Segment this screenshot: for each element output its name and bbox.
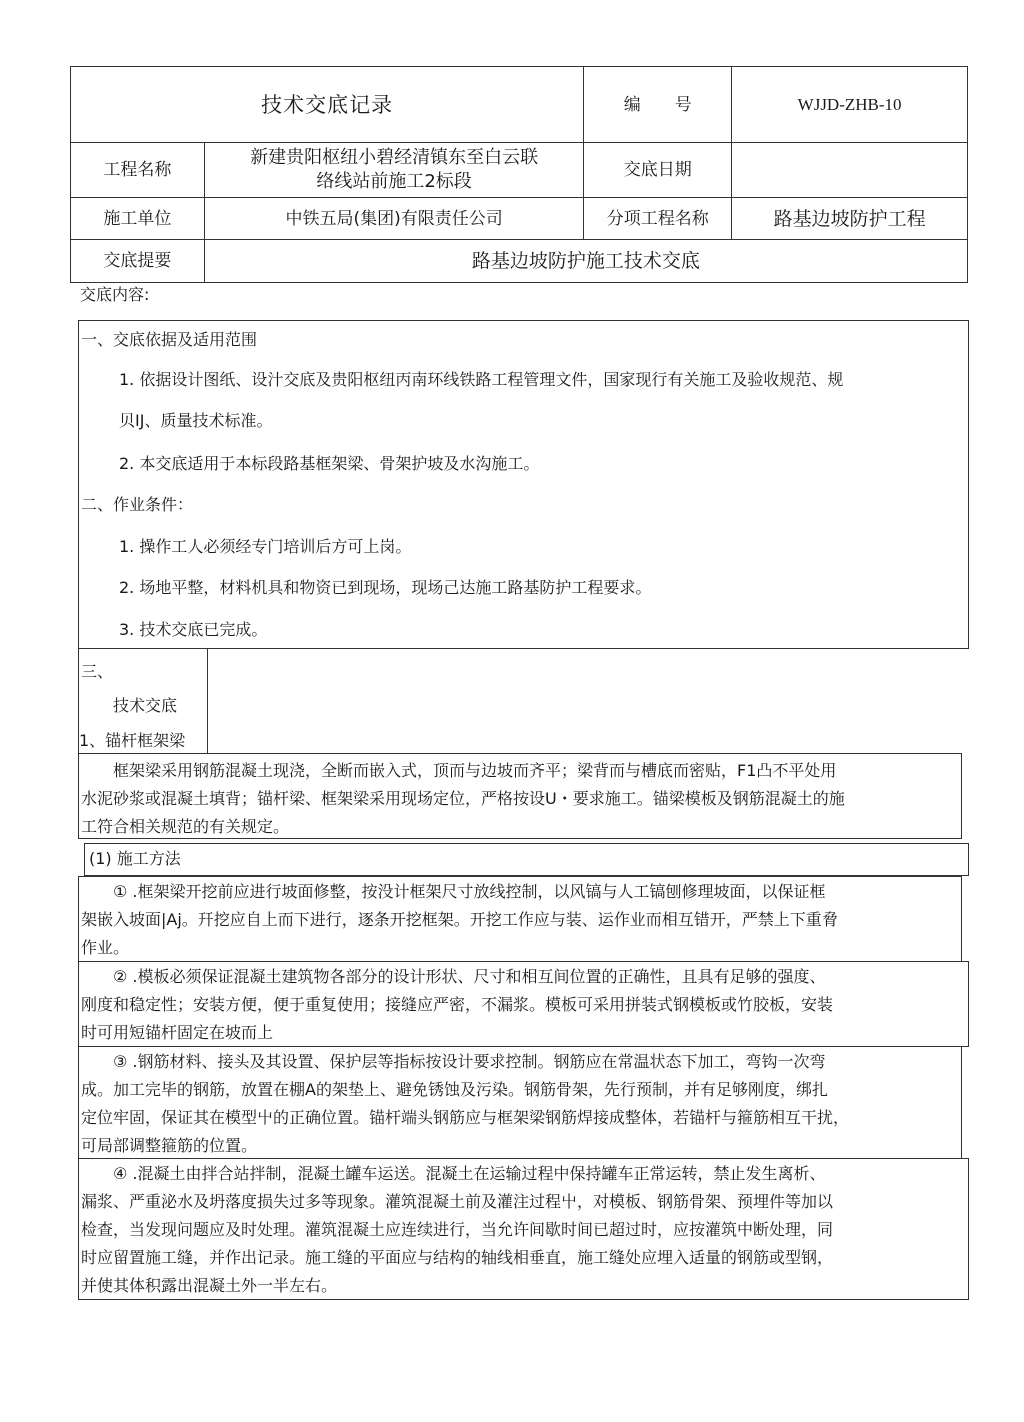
step3-line: 成。加工完毕的钢筋，放置在棚A的架垫上、避免锈蚀及污染。钢筋骨架，先行预制，并有足够刚度，绑扎 [81, 1080, 828, 1099]
section1-item1-line1: 1. 依据设计图纸、设汁交底及贵阳枢纽丙南环线铁路工程管理文件，国家现行有关施工及验收规范、规 [119, 370, 844, 389]
unit-label: 施工单位 [71, 198, 205, 240]
step3-line: ③ .钢筋材料、接头及其设置、保护层等指标按设计要求控制。钢筋应在常温状态下加工，弯钩一次弯 [81, 1052, 826, 1071]
section1-item2: 2. 本交底适用于本标段路基框架梁、骨架护坡及水沟施工。 [119, 454, 540, 473]
step4-paragraph [81, 1160, 833, 1300]
intro-box [78, 753, 962, 839]
step4-box [78, 1158, 969, 1300]
intro-line: 工符合相关规范的有关规定。 [81, 817, 290, 836]
unit-value: 中铁五局(集团)有限责任公司 [204, 198, 584, 240]
step3-box [78, 1046, 962, 1159]
step2-line: 刚度和稳定性；安装方便，便于重复使用；接缝应严密，不漏浆。模板可采用拼装式钢模板或竹胶板，安装 [81, 995, 834, 1014]
step4-line: 时应留置施工缝，并作出记录。施工缝的平面应与结构的轴线相垂直，施工缝处应埋入适量的钢筋或型钢， [81, 1248, 834, 1267]
step2-line: 时可用短锚杆固定在坡而上 [81, 1023, 274, 1042]
step2-box [78, 961, 969, 1047]
section3-subheading: 技术交底 [113, 696, 178, 715]
step4-line: 检查，当发现问题应及时处理。灌筑混凝土应连续进行，当允许间歇时间已超过时，应按灌筑中断处理，同 [81, 1220, 834, 1239]
intro-line: 框架梁采用钢筋混凝土现浇，全断而嵌入式，顶而与边坡而齐平；梁背而与槽底而密贴，F1凸不平处用 [81, 761, 837, 780]
number-value: WJJD-ZHB-10 [732, 67, 968, 143]
step4-line: ④ .混凝土由拌合站拌制，混凝土罐车运送。混凝土在运输过程中保持罐车正常运转，禁止发生离析、 [81, 1164, 826, 1183]
step3-line: 可局部调整箍筋的位置。 [81, 1136, 258, 1155]
section1-item1-line2: 贝IJ、质量技术标准。 [119, 411, 273, 430]
date-label: 交底日期 [584, 143, 732, 198]
summary-label: 交底提要 [71, 240, 205, 283]
step1-line: 架嵌入坡面|Aj。幵挖应自上而下进行，逐条开挖框架。开挖工作应与装、运作业而相互错开，严禁上下重脅 [81, 910, 838, 929]
project-name-label: 工程名称 [71, 143, 205, 198]
project-name-line2: 络线站前施工2标段 [316, 171, 472, 192]
header-table [70, 66, 968, 283]
project-name-line1: 新建贵阳枢纽小碧经清镇东至白云联 [250, 147, 539, 168]
step2-paragraph [81, 963, 833, 1047]
section3-sub1: 1、锚杆框架梁 [79, 731, 186, 750]
step4-line: 并使其体积露出混凝土外一半左右。 [81, 1276, 338, 1295]
step3-line: 定位牢固，保证其在模型屮的正确位置。锚杆端头钢筋应与框架梁钢筋焊接成整体，若锚杆与箍筋相互干扰， [81, 1108, 850, 1127]
document-title: 技术交底记录 [71, 67, 584, 143]
project-name-value [204, 143, 584, 198]
subproject-label: 分项工程名称 [584, 198, 732, 240]
step1-paragraph [81, 878, 838, 962]
step3-paragraph [81, 1048, 849, 1160]
step4-line: 漏浆、严重泌水及坍落度损失过多等现象。灌筑混凝土前及灌注过程屮，对模板、钢筋骨架、预埋件等加以 [81, 1192, 834, 1211]
section2-heading: 二、作业条件： [81, 495, 194, 514]
section1-heading: 一、交底依据及适用范围 [81, 330, 258, 349]
section3-heading: 三、 [81, 662, 114, 681]
section2-item3: 3. 技术交底已完成。 [119, 620, 268, 639]
intro-paragraph [81, 757, 845, 841]
step1-line: 作业。 [81, 938, 130, 957]
intro-line: 水泥砂浆或混凝土填背；锚杆梁、框架梁采用现场定位，严格按设U・要求施工。锚梁模板及钢筋混凝土的施 [81, 789, 845, 808]
method-heading: (1) 施工方法 [89, 849, 181, 868]
content-label: 交底内容: [80, 285, 150, 304]
step1-box [78, 876, 962, 962]
date-value [732, 143, 968, 198]
section2-item1: 1. 操作工人必须经专门培训后方可上岗。 [119, 537, 412, 556]
number-label: 编 号 [584, 67, 732, 143]
section3-box [78, 648, 208, 754]
section2-item2: 2. 场地平整，材料机具和物资已到现场，现场己达施工路基防护工程要求。 [119, 578, 652, 597]
step2-line: ② .模板必须保证混凝土建筑物各部分的设计形状、尺寸和相互间位置的正确性，且具有足够的强度、 [81, 967, 826, 986]
step1-line: ① .框架梁开挖前应进行坡面修整，按没计框架尺寸放线控制，以风镐与人工镐刨修理坡面，以保证框 [81, 882, 826, 901]
subproject-value: 路基边坡防护工程 [732, 198, 968, 240]
method-heading-box [84, 843, 969, 876]
summary-value: 路基边坡防护施工技术交底 [204, 240, 967, 283]
conditions-box [78, 320, 969, 649]
